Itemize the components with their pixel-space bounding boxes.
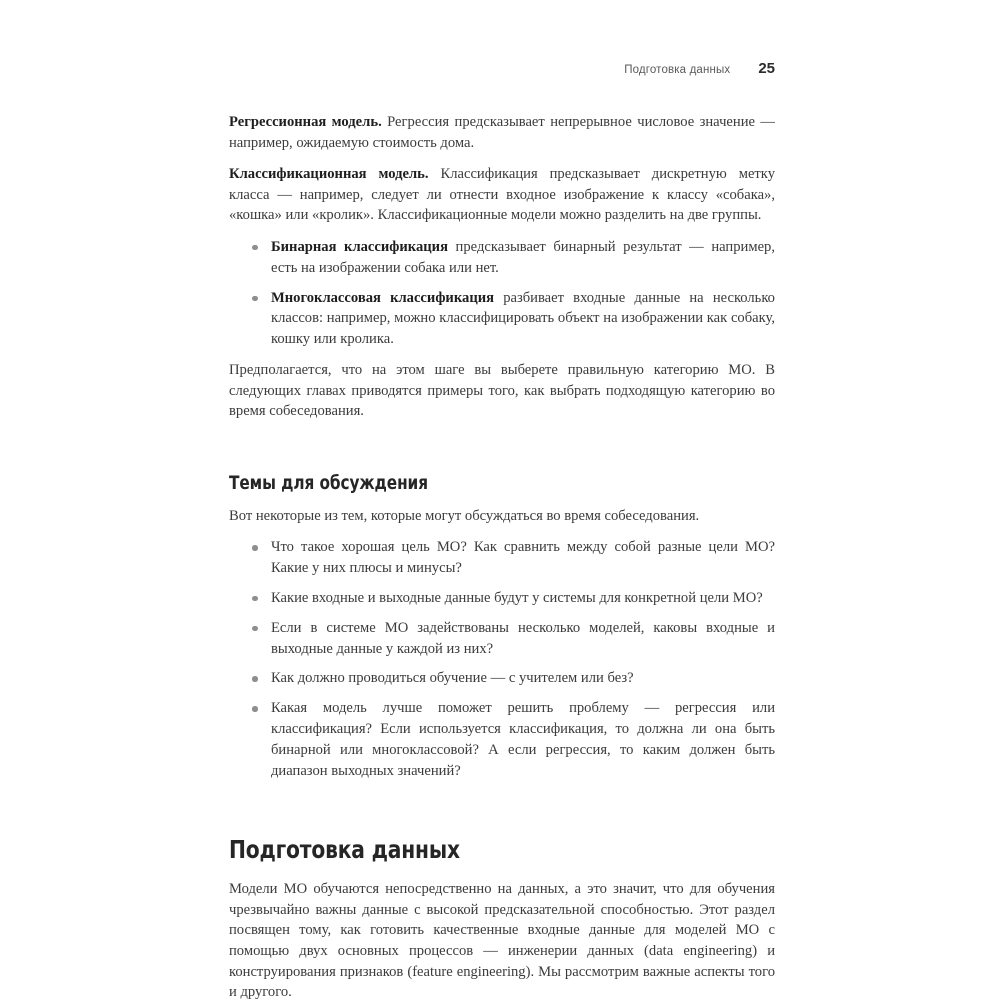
spacer [229, 433, 775, 472]
paragraph-regression-text: Регрессия предсказывает непрерывное числовое значение — например, ожидаемую стоимость дома. [229, 114, 775, 151]
paragraph-classification-text: Классификация предсказывает дискретную метку класса — например, следует ли отнести входное изображение к классу «собака», «кошка» или «кролик». Классификационные модели можно разделить на две группы. [229, 166, 775, 224]
spacer [229, 791, 775, 835]
paragraph-after-list: Предполагается, что на этом шаге вы выберете правильную категорию МО. В следующих главах приводятся примеры того, как выбрать подходящую категорию во время собеседования. [229, 361, 775, 420]
paragraph-data-preparation: Модели МО обучаются непосредственно на данных, а это значит, что для обучения чрезвычайно важны данные с высокой предсказательной способностью. Этот раздел посвящен тому, как готовить качественные входные данные для моделей МО с помощью двух основных процессов — инженерии данных (data engineering) и конструирования признаков (feature engineering). Мы рассмотрим важные аспекты того и другого. [229, 881, 775, 1001]
list-item: Какие входные и выходные данные будут у системы для конкретной цели МО? [251, 588, 775, 609]
list-item-lead: Многоклассовая классификация [271, 289, 495, 306]
list-item-lead: Бинарная классификация [271, 238, 448, 255]
list-item: Какая модель лучше поможет решить проблему — регрессия или классификация? Если используется классификация, то должна ли она быть бинарной или многоклассовой? А если регрессия, то каким должен быть диапазон выходных значений? [251, 698, 775, 781]
list-item: Как должно проводиться обучение — с учителем или без? [251, 668, 775, 689]
spacer [229, 496, 775, 506]
topics-list [229, 537, 775, 781]
spacer [229, 865, 775, 879]
paragraph-regression-model [229, 112, 775, 153]
heading-data-preparation: Подготовка данных [229, 835, 460, 865]
lead-in-regression: Регрессионная модель. [229, 114, 382, 130]
page-content [229, 112, 775, 1003]
list-item [251, 288, 775, 350]
list-item: Если в системе МО задействованы несколько моделей, каковы входные и выходные данные у каждой из них? [251, 618, 775, 660]
page-number: 25 [758, 60, 775, 77]
running-head [229, 60, 775, 77]
paragraph-topics-intro: Вот некоторые из тем, которые могут обсуждаться во время собеседования. [229, 507, 700, 524]
paragraph-classification-model [229, 164, 775, 226]
lead-in-classification: Классификационная модель. [229, 166, 429, 183]
list-item: Что такое хорошая цель МО? Как сравнить между собой разные цели МО? Какие у них плюсы и минусы? [251, 537, 775, 579]
list-item-text: предсказывает бинарный результат — например, есть на изображении собака или нет. [271, 238, 775, 276]
subheading-topics: Темы для обсуждения [229, 472, 428, 494]
list-item-text: разбивает входные данные на несколько классов: например, можно классифицировать объект на изображении как собаку, кошку или кролика. [271, 289, 775, 348]
list-item [251, 237, 775, 279]
classification-types-list [229, 237, 775, 350]
running-head-title: Подготовка данных [624, 64, 731, 76]
